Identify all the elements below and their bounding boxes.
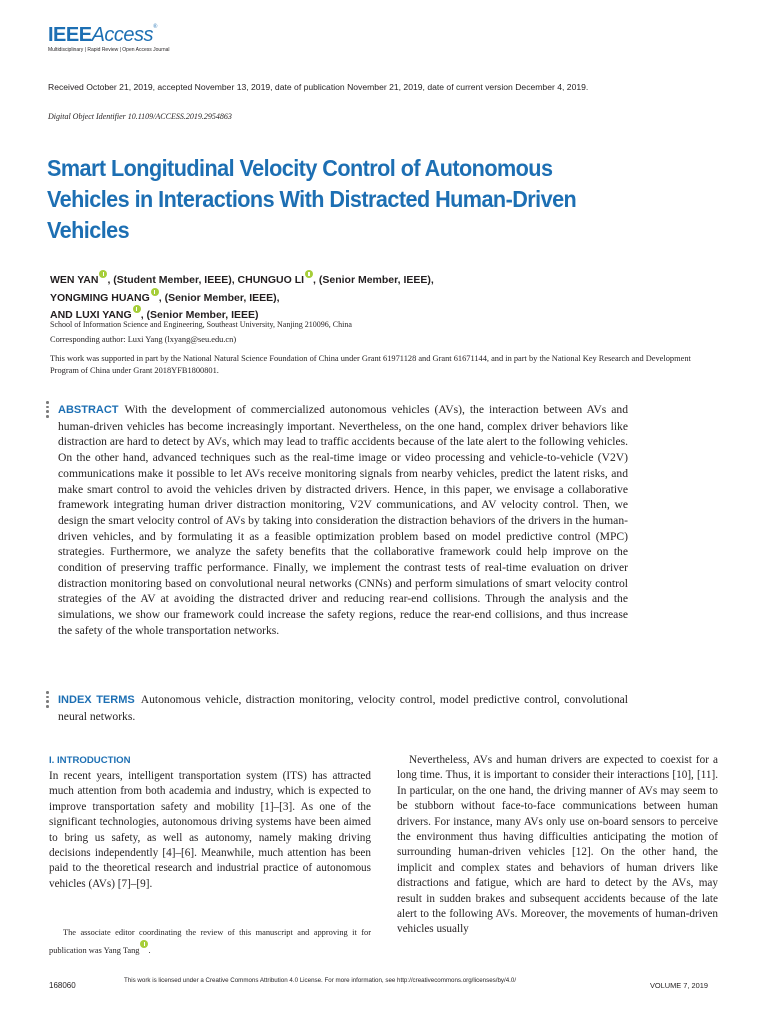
author-name: CHUNGUO LI xyxy=(237,274,305,286)
author-name: AND LUXI YANG xyxy=(50,309,132,321)
author-role: , (Senior Member, IEEE), xyxy=(313,274,434,286)
volume-label: VOLUME 7, 2019 xyxy=(650,981,708,990)
index-terms xyxy=(58,692,628,724)
received-dates: Received October 21, 2019, accepted November 13, 2019, date of publication November 21, 2019, date of current version December 4, 2019. xyxy=(48,82,589,92)
author-role: , (Student Member, IEEE), xyxy=(107,274,238,286)
paper-title: Smart Longitudinal Velocity Control of Autonomous Vehicles in Interactions With Distracted Human-Driven Vehicles xyxy=(47,155,577,243)
index-terms-heading: INDEX TERMS xyxy=(58,694,135,706)
paragraph: In recent years, intelligent transportation system (ITS) has attracted much attention from both academia and industry, which is expected to improve transportation safety and mobility [1]–[3]. As one of the significant technologies, autonomous driving systems have been aimed to bring us safety, as well as autonomy, namely making driving decisions independently [4]–[6]. Meanwhile, much attention has been paid to the theoretical research and industrial practice of autonomous vehicles (AVs) [7]–[9]. xyxy=(49,770,371,890)
logo-trademark: ® xyxy=(153,24,158,30)
orcid-icon[interactable] xyxy=(305,270,313,278)
logo-access: Access xyxy=(91,24,154,46)
abstract-text: With the development of commercialized autonomous vehicles (AVs), the interaction between AVs and human-driven vehicles has become increasingly important. Nevertheless, on the one hand, complex driver behaviors like distraction are hard to detect by AVs, which may lead to traffic accidents because of the late alert to the following vehicles. On the other hand, advanced techniques such as the real-time image or video processing and vehicle-to-vehicle (V2V) communications make it possible to let AVs receive monitoring signals from nearby vehicles, predict the latent risks, and make smart control to avoid the vehicles driven by distracted drivers. Hence, in this paper, we envisage a collaborative framework integrating human driver distraction monitoring, V2V communications, and AV velocity control. Then, we design the smart velocity control of AVs by taking into consideration the distraction behaviors of the drivers in the human-driven vehicles, and by formulating it as a feasible optimization problem based on model predictive control (MPC) strategies. Furthermore, we analyze the safety benefits that the collaborative framework could help improve on the condition of preserving traffic performance. Finally, we implement the contrast tests of real-time evaluation on driver distraction monitoring based on convolutional neural networks (CNNs) and perform simulations of smart velocity control strategies of the AV at avoiding the distracted driver and reducing rear-end collisions. Through the analysis and the simulations, we show our framework could increase the safety regions, reduce the rear-end collisions, and thus increase the safety of the whole transportation networks. xyxy=(58,403,628,637)
author-name: WEN YAN xyxy=(50,274,99,286)
margin-dots-icon xyxy=(46,401,50,420)
funding-note: This work was supported in part by the National Natural Science Foundation of China under Grant 61971128 and Grant 61671144, and in part by the National Key Research and Development Program of China under Grant 2018YFB1800801. xyxy=(50,354,691,375)
footnote: The associate editor coordinating the review of this manuscript and approving it for publication was Yang Tang . xyxy=(49,928,371,955)
footnote-text: The associate editor coordinating the review of this manuscript and approving it for publication was Yang Tang xyxy=(49,928,371,955)
page-number: 168060 xyxy=(49,981,76,990)
paragraph: Nevertheless, AVs and human drivers are expected to coexist for a long time. Thus, it is important to consider their interactions [10], [11]. In particular, on the one hand, the driving manner of AVs may seem to be stubborn without face-to-face communications between human drivers. For instance, many AVs only use on-board sensors to perceive the environment thus having difficulties anticipating the motion of surrounding human-driven vehicles [12]. On the other hand, the implicit and complex states and behaviors of human drivers like distractions and fatigue, which are hard to detect by the AVs, may result in sudden brakes and subsequent accidents because of the late alert to the following AVs. Moreover, the movements of human-driven vehicles usually xyxy=(397,754,718,936)
abstract xyxy=(58,402,628,639)
logo-tagline: Multidisciplinary | Rapid Review | Open Access Journal xyxy=(48,47,170,53)
author-name: YONGMING HUANG xyxy=(50,292,150,304)
body-column-right xyxy=(397,753,718,938)
margin-dots-icon xyxy=(46,691,50,710)
section-heading: I. INTRODUCTION xyxy=(49,755,131,766)
affiliation: School of Information Science and Engineering, Southeast University, Nanjing 210096, China xyxy=(50,320,352,329)
author-line-2 xyxy=(50,288,280,305)
author-role: , (Senior Member, IEEE), xyxy=(158,292,280,304)
doi: Digital Object Identifier 10.1109/ACCESS.2019.2954863 xyxy=(48,112,232,121)
orcid-icon[interactable] xyxy=(133,305,141,313)
index-terms-text: Autonomous vehicle, distraction monitoring, velocity control, model predictive control, convolutional neural networks. xyxy=(58,693,628,723)
corresponding-author: Corresponding author: Luxi Yang (lxyang@seu.edu.cn) xyxy=(50,335,237,344)
journal-logo xyxy=(48,24,158,47)
body-column-left xyxy=(49,769,371,892)
orcid-icon[interactable] xyxy=(140,940,148,948)
author-line-1 xyxy=(50,270,434,287)
logo-ieee: IEEE xyxy=(48,24,92,46)
orcid-icon[interactable] xyxy=(151,288,159,296)
abstract-heading: ABSTRACT xyxy=(58,404,119,416)
author-role: , (Senior Member, IEEE) xyxy=(140,309,259,321)
license-note: This work is licensed under a Creative Commons Attribution 4.0 License. For more information, see http://creativecommons.org/licenses/by/4.0/ xyxy=(124,977,517,984)
